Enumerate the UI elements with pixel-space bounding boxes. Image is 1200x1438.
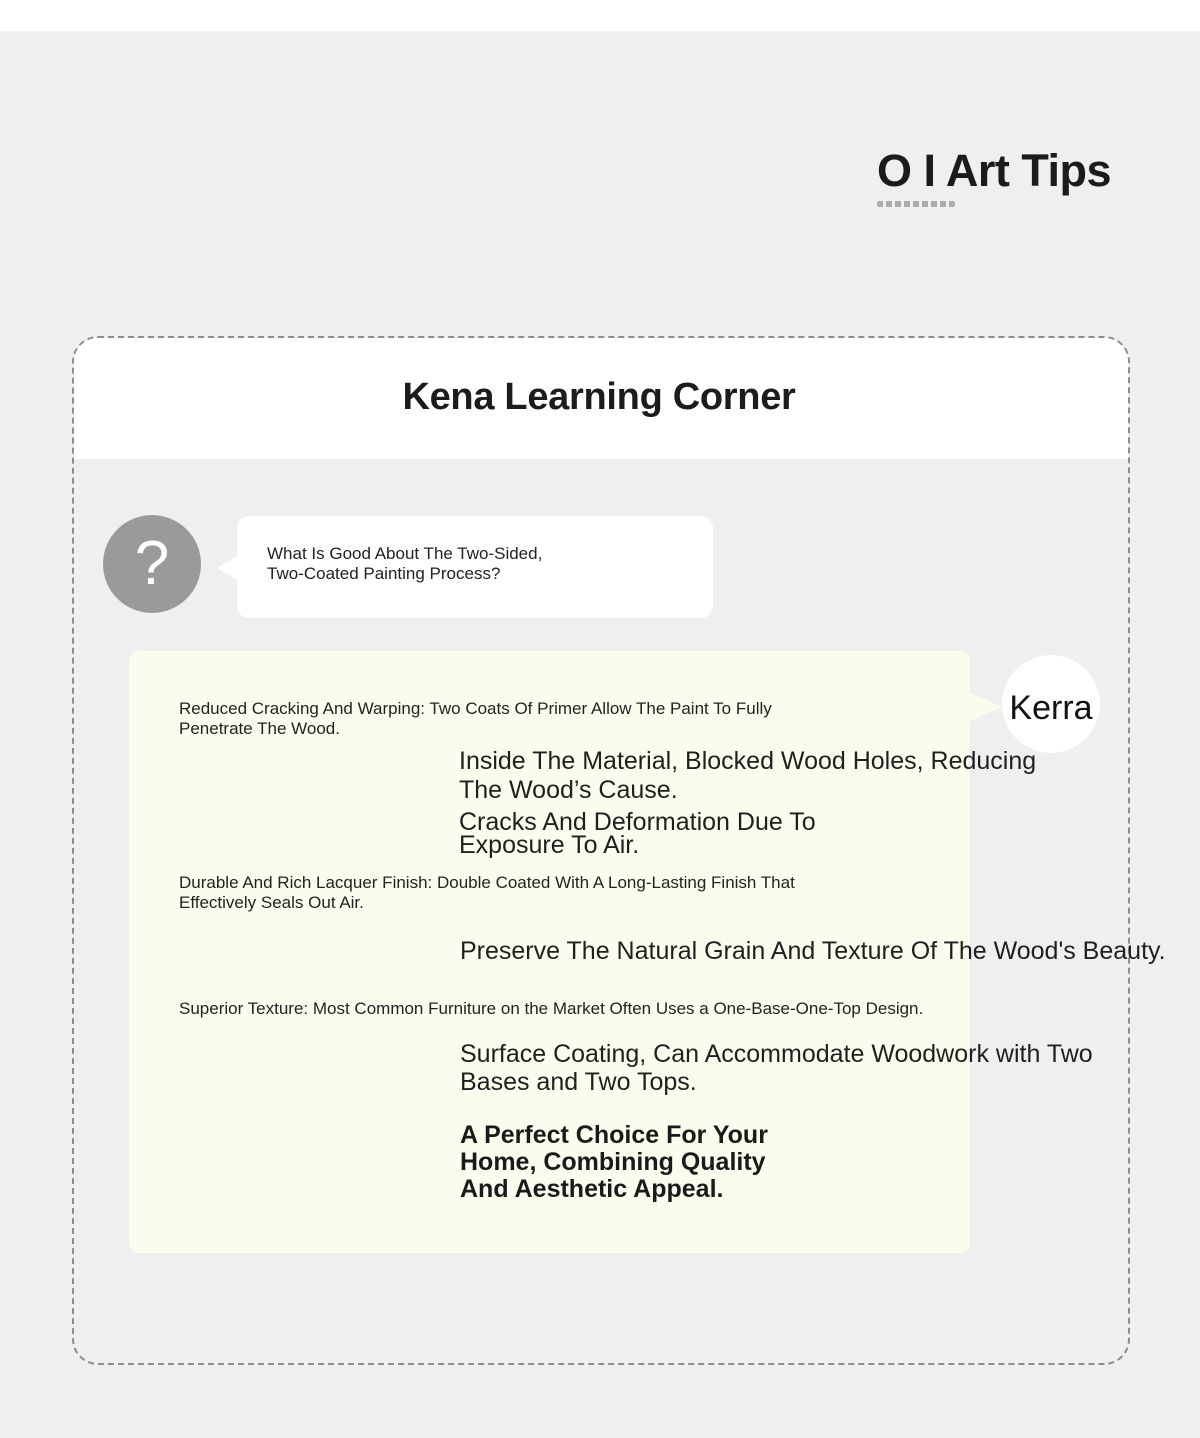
brand-logo	[877, 145, 1117, 207]
answer-point-texture: Superior Texture: Most Common Furniture on the Market Often Uses a One-Base-One-Top Design.	[179, 999, 924, 1018]
question-bubble	[237, 516, 713, 618]
question-mark-icon: ?	[134, 529, 170, 598]
answer-detail-surface-coating	[460, 1040, 1093, 1096]
question-text	[267, 544, 687, 584]
question-line: Two-Coated Painting Process?	[267, 564, 501, 583]
answer-point-lacquer	[179, 873, 795, 913]
answer-closing-line: A Perfect Choice For Your	[460, 1121, 768, 1149]
answer-point-line: Durable And Rich Lacquer Finish: Double Coated With A Long-Lasting Finish That	[179, 873, 795, 892]
answer-point-line: Effectively Seals Out Air.	[179, 893, 364, 912]
answer-detail-line: Cracks And Deformation Due To	[459, 808, 816, 836]
answer-avatar-label: Kerra	[1009, 689, 1093, 727]
answer-point-line: Reduced Cracking And Warping: Two Coats Of Primer Allow The Paint To Fully	[179, 699, 772, 718]
question-avatar	[103, 515, 201, 613]
question-line: What Is Good About The Two-Sided,	[267, 544, 543, 563]
brand-underline-decoration	[877, 201, 955, 207]
answer-detail-grain: Preserve The Natural Grain And Texture Of The Wood's Beauty.	[460, 937, 1166, 965]
brand-title: O I Art Tips	[877, 145, 1112, 196]
card-title: Kena Learning Corner	[402, 376, 796, 418]
answer-detail-deformation	[459, 808, 816, 859]
answer-detail-line: Surface Coating, Can Accommodate Woodwork with Two	[460, 1040, 1093, 1068]
answer-detail-line: Exposure To Air.	[459, 831, 640, 859]
answer-detail-line: Bases and Two Tops.	[460, 1068, 697, 1096]
answer-closing-line: And Aesthetic Appeal.	[460, 1175, 724, 1203]
answer-avatar	[1002, 655, 1100, 753]
answer-detail-line: Inside The Material, Blocked Wood Holes, Reducing	[459, 747, 1037, 775]
answer-point-line: Penetrate The Wood.	[179, 719, 340, 738]
answer-closing-line: Home, Combining Quality	[460, 1148, 766, 1176]
answer-point-cracking	[179, 699, 772, 739]
answer-detail-line: The Wood’s Cause.	[459, 776, 678, 804]
card-header	[74, 338, 1128, 459]
answer-closing	[460, 1122, 768, 1203]
answer-detail-wood-holes	[459, 747, 1036, 805]
